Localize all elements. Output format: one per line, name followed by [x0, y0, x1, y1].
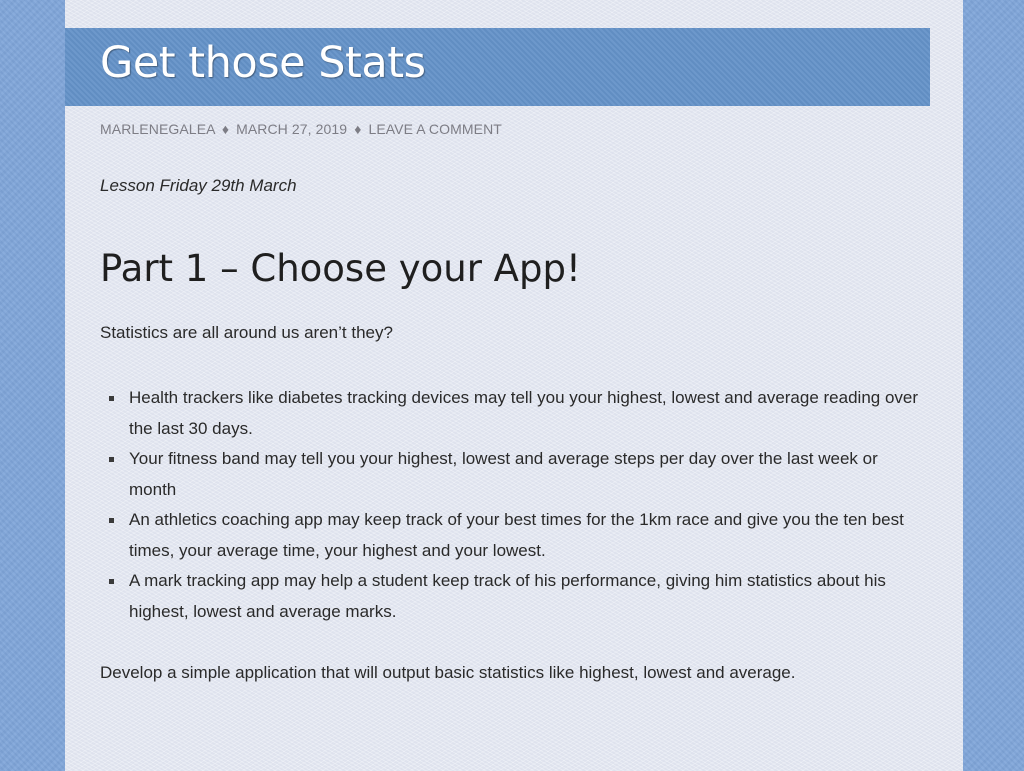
author-link[interactable]: MARLENEGALEA	[100, 121, 215, 137]
closing-paragraph: Develop a simple application that will output basic statistics like highest, lowest and average.	[100, 663, 796, 682]
meta-separator-icon: ♦	[354, 121, 362, 137]
post-title[interactable]: Get those Stats	[100, 38, 426, 88]
list-item	[100, 383, 920, 444]
intro-paragraph: Statistics are all around us aren’t they?	[100, 323, 393, 342]
post-meta	[100, 121, 502, 137]
list-item	[100, 566, 920, 627]
title-band	[65, 28, 930, 106]
list-item	[100, 444, 920, 505]
section-heading: Part 1 – Choose your App!	[100, 247, 581, 290]
list-item-text: An athletics coaching app may keep track of your best times for the 1km race and give you the ten best times, your average time, your highest and your lowest.	[129, 510, 904, 560]
meta-separator-icon: ♦	[221, 121, 230, 137]
list-item-text: Your fitness band may tell you your highest, lowest and average steps per day over the last week or month	[129, 449, 878, 499]
square-bullet-icon	[109, 579, 114, 584]
list-item-text: A mark tracking app may help a student keep track of his performance, giving him statistics about his highest, lowest and average marks.	[129, 571, 886, 621]
leave-comment-link[interactable]: LEAVE A COMMENT	[368, 121, 502, 137]
lesson-date: Lesson Friday 29th March	[100, 176, 297, 195]
square-bullet-icon	[109, 396, 114, 401]
square-bullet-icon	[109, 518, 114, 523]
square-bullet-icon	[109, 457, 114, 462]
content-page	[65, 0, 963, 771]
statistics-examples-list	[100, 383, 920, 627]
list-item	[100, 505, 920, 566]
list-item-text: Health trackers like diabetes tracking devices may tell you your highest, lowest and average reading over the last 30 days.	[129, 388, 919, 438]
date-link[interactable]: MARCH 27, 2019	[236, 121, 348, 137]
